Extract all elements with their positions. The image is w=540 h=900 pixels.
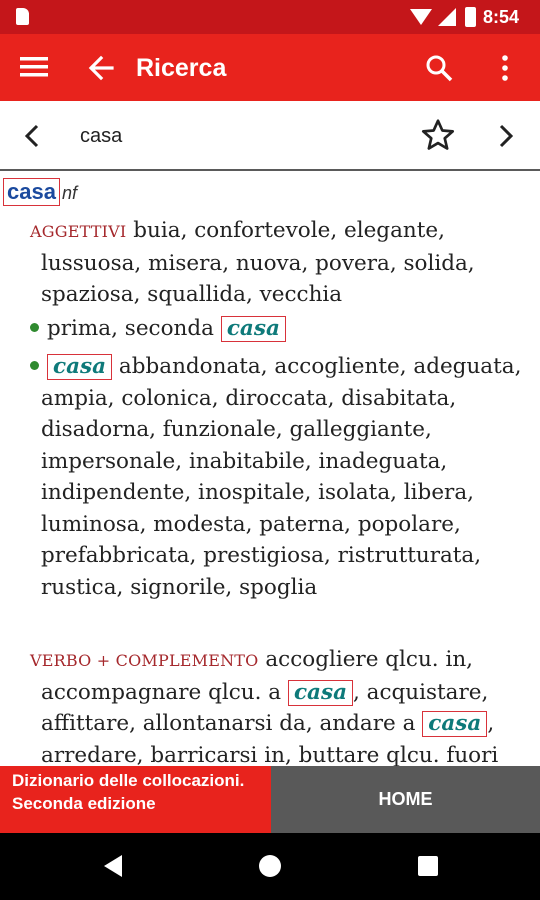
home-button[interactable]: HOME [271, 766, 540, 833]
headword-line [3, 178, 77, 206]
search-row [0, 101, 540, 171]
verbo-label: VERBO + COMPLEMENTO [30, 651, 259, 670]
aggettivi-text: buia, confortevole, elegante, lussuosa, misera, nuova, povera, solida, spaziosa, squallida, vecchia [41, 218, 475, 307]
bullet-icon [30, 361, 39, 370]
item1-text: prima, seconda [47, 316, 214, 341]
keyword-highlight: casa [47, 354, 112, 380]
keyword-highlight: casa [288, 680, 353, 706]
sim-card-icon [16, 8, 29, 25]
recents-square-icon[interactable] [417, 855, 439, 882]
menu-icon[interactable] [20, 56, 48, 83]
part-of-speech: nf [61, 183, 77, 203]
verbo-text: accogliere qlcu. in, accompagnare qlcu. a [41, 647, 474, 705]
app-bar [0, 34, 540, 101]
battery-icon [465, 7, 476, 27]
aggettivi-label: AGGETTIVI [30, 222, 127, 241]
verbo-section [30, 644, 535, 766]
bullet-icon [30, 323, 39, 332]
back-arrow-icon[interactable] [88, 55, 114, 86]
verbo-text: , arredare, barricarsi in, buttare qlcu. fuori [41, 711, 499, 766]
keyword-highlight: casa [221, 316, 286, 342]
star-favorite-icon[interactable] [420, 117, 456, 158]
page-title: Ricerca [136, 54, 227, 82]
home-circle-icon[interactable] [258, 854, 282, 883]
search-icon[interactable] [425, 54, 453, 87]
cell-signal-icon [438, 8, 456, 26]
search-query[interactable]: casa [80, 125, 123, 147]
aggettivi-section [30, 215, 535, 311]
previous-entry-icon[interactable] [24, 124, 40, 153]
list-item [30, 313, 535, 345]
entry-content [0, 172, 540, 766]
more-vert-icon[interactable] [500, 54, 510, 87]
wifi-icon [410, 9, 432, 25]
headword: casa [3, 178, 60, 206]
list-item [30, 351, 535, 603]
system-nav-bar [0, 833, 540, 900]
status-time: 8:54 [483, 7, 520, 27]
next-entry-icon[interactable] [498, 124, 514, 153]
back-triangle-icon[interactable] [102, 854, 124, 883]
status-bar [0, 0, 540, 34]
verbo-text: , acquistare, affittare, allontanarsi da, andare a [41, 679, 489, 736]
item2-text: abbandonata, accogliente, adeguata, ampia, colonica, diroccata, disabitata, disadorna, funzionale, galleggiante, impersonale, inabitabile, inadeguata, indipendente, inospitale, isolata, libera, luminosa, modesta, paterna, popolare, prefabbricata, prestigiosa, ristrutturata, rustica, signorile, spoglia [41, 354, 522, 600]
keyword-highlight: casa [422, 711, 487, 737]
dictionary-title-label[interactable]: Dizionario delle collocazioni. Seconda edizione [0, 766, 271, 833]
